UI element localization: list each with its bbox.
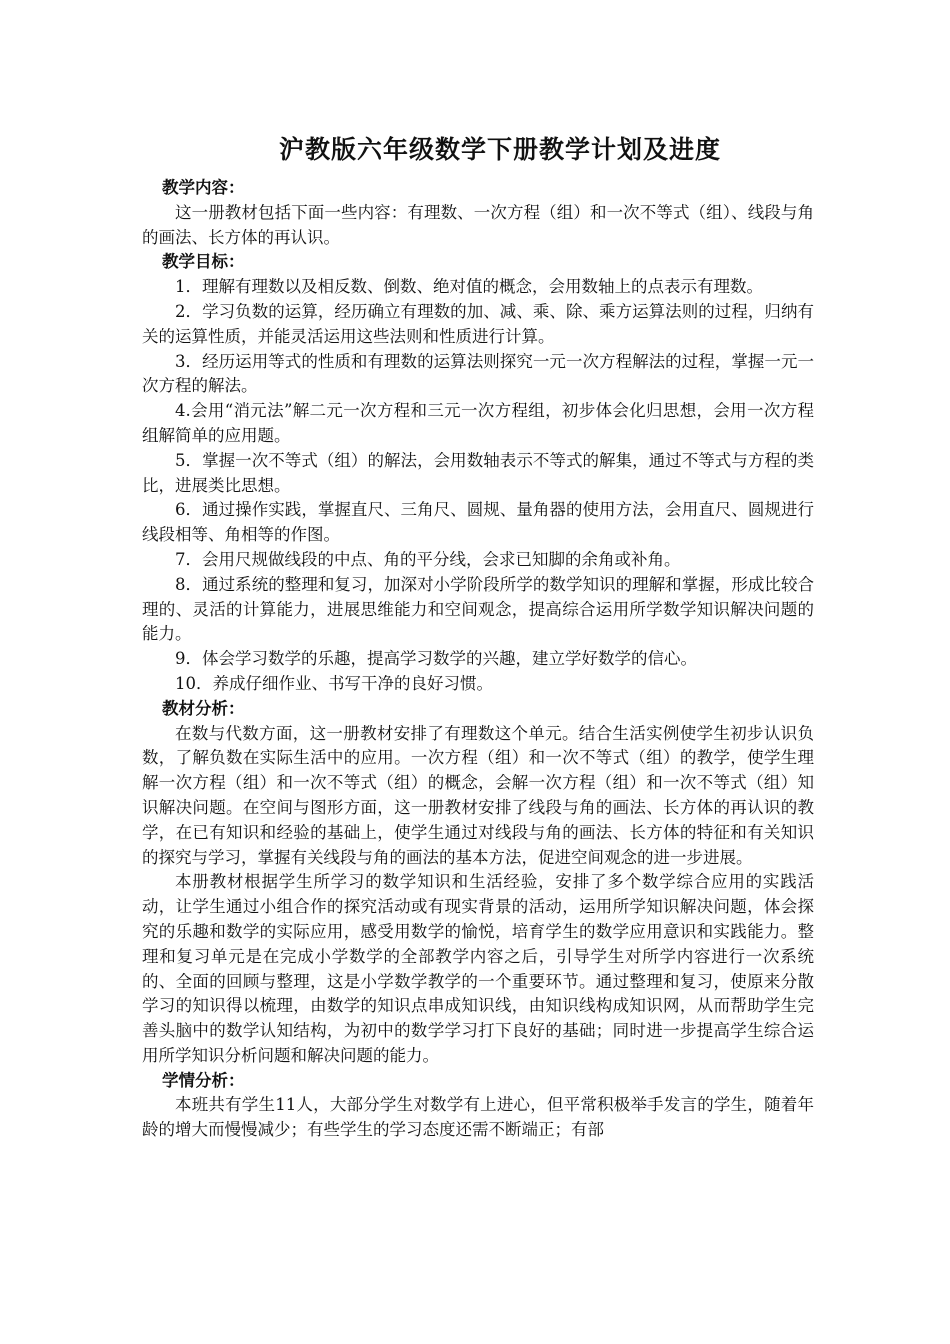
section-heading: 学情分析： <box>162 1070 245 1090</box>
goal-item: 9．体会学习数学的乐趣，提高学习数学的兴趣，建立学好数学的信心。 <box>175 649 697 669</box>
paragraph: 本册教材根据学生所学习的数学知识和生活经验，安排了多个数学综合应用的实践活动，让学生通过小组合作的探究活动或有现实背景的活动，运用所学知识解决问题，体会探究的乐趣和数学的实际应用，感受用数学的愉悦，培育学生的数学应用意识和实践能力。整理和复习单元是在完成小学数学的全部教学内容之后，引导学生对所学内容进行一次系统的、全面的回顾与整理，这是小学数学教学的一个重要环节。通过整理和复习，使原来分散学习的知识得以梳理，由数学的知识点串成知识线，由知识线构成知识网，从而帮助学生完善头脑中的数学认知结构，为初中的数学学习打下良好的基础；同时进一步提高学生综合运用所学知识分析问题和解决问题的能力。 <box>142 872 814 1065</box>
goal-item: 6．通过操作实践，掌握直尺、三角尺、圆规、量角器的使用方法，会用直尺、圆规进行线段相等、角相等的作图。 <box>142 500 814 545</box>
section-student-analysis <box>142 1069 814 1143</box>
section-teaching-goals <box>142 250 814 696</box>
section-textbook-analysis <box>142 697 814 1069</box>
section-heading: 教材分析： <box>162 698 245 718</box>
paragraph: 这一册教材包括下面一些内容：有理数、一次方程（组）和一次不等式（组）、线段与角的画法、长方体的再认识。 <box>142 202 814 247</box>
document-body <box>142 176 814 1143</box>
goal-item: 3．经历运用等式的性质和有理数的运算法则探究一元一次方程解法的过程，掌握一元一次方程的解法。 <box>142 351 814 396</box>
goal-item: 8．通过系统的整理和复习，加深对小学阶段所学的数学知识的理解和掌握，形成比较合理的、灵活的计算能力，进展思维能力和空间观念，提高综合运用所学数学知识解决问题的能力。 <box>142 574 814 644</box>
document-title: 沪教版六年级数学下册教学计划及进度 <box>278 135 721 164</box>
goal-item: 7．会用尺规做线段的中点、角的平分线，会求已知脚的余角或补角。 <box>175 549 681 569</box>
goal-item: 10．养成仔细作业、书写干净的良好习惯。 <box>175 673 493 693</box>
paragraph: 在数与代数方面，这一册教材安排了有理数这个单元。结合生活实例使学生初步认识负数，了解负数在实际生活中的应用。一次方程（组）和一次不等式（组）的教学，使学生理解一次方程（组）和一次不等式（组）的概念，会解一次方程（组）和一次不等式（组）知识解决问题。在空间与图形方面，这一册教材安排了线段与角的画法、长方体的再认识的教学，在已有知识和经验的基础上，使学生通过对线段与角的画法、长方体的特征和有关知识的探究与学习，掌握有关线段与角的画法的基本方法，促进空间观念的进一步进展。 <box>142 723 814 867</box>
section-teaching-content <box>142 176 814 250</box>
goal-item: 1．理解有理数以及相反数、倒数、绝对值的概念，会用数轴上的点表示有理数。 <box>175 277 763 297</box>
paragraph: 本班共有学生11人，大部分学生对数学有上进心，但平常积极举手发言的学生，随着年龄的增大而慢慢减少；有些学生的学习态度还需不断端正；有部 <box>142 1095 814 1140</box>
goal-item: 4.会用“消元法”解二元一次方程和三元一次方程组，初步体会化归思想，会用一次方程组解简单的应用题。 <box>142 401 814 445</box>
goal-item: 5．掌握一次不等式（组）的解法，会用数轴表示不等式的解集，通过不等式与方程的类比，进展类比思想。 <box>142 450 814 495</box>
section-heading: 教学内容： <box>162 178 245 197</box>
section-heading: 教学目标： <box>162 252 245 272</box>
goal-item: 2．学习负数的运算，经历确立有理数的加、减、乘、除、乘方运算法则的过程，归纳有关的运算性质，并能灵活运用这些法则和性质进行计算。 <box>142 301 814 346</box>
